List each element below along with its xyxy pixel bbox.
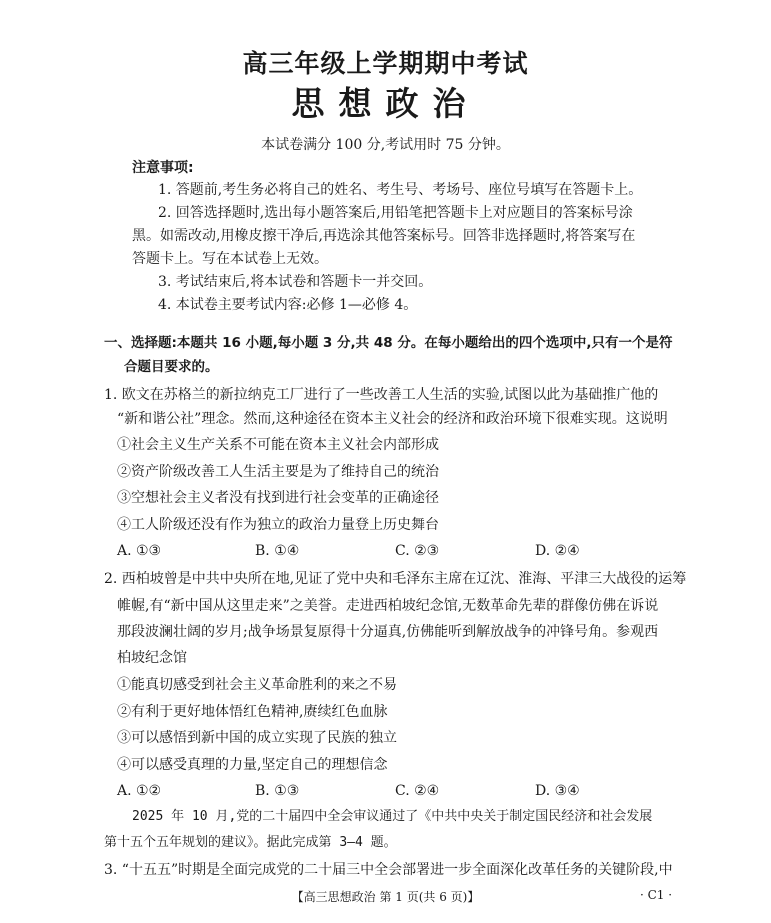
option-c[interactable]: C. ②③ (395, 543, 440, 559)
option-a[interactable]: A. ①③ (117, 543, 162, 559)
exam-intro: 本试卷满分 100 分,考试用时 75 分钟。 (261, 137, 510, 153)
question-2-item: ①能真切感受到社会主义革命胜利的来之不易 (117, 677, 397, 693)
question-2-stem: 2. 西柏坡曾是中共中央所在地,见证了党中央和毛泽东主席在辽沈、淮海、平津三大战役的运筹 (104, 571, 687, 587)
option-d[interactable]: D. ③④ (535, 783, 580, 799)
question-1-item: ②资产阶级改善工人生活主要是为了维持自己的统治 (117, 464, 439, 480)
question-1-stem: 1. 欧文在苏格兰的新拉纳克工厂进行了一些改善工人生活的实验,试图以此为基础推广他的 (104, 387, 659, 403)
subject-title: 思想政治 (291, 84, 480, 123)
question-1-item: ③空想社会主义者没有找到进行社会变革的正确途径 (117, 490, 439, 506)
question-1-stem: “新和谐公社”理念。然而,这种途径在资本主义社会的经济和政治环境下很难实现。这说明 (117, 411, 668, 427)
option-b[interactable]: B. ①④ (255, 543, 300, 559)
question-2-stem: 柏坡纪念馆 (117, 650, 187, 666)
question-2-item: ④可以感受真理的力量,坚定自己的理想信念 (117, 757, 388, 773)
section-heading-cont: 合题目要求的。 (124, 359, 219, 375)
question-2-stem: 那段波澜壮阔的岁月;战争场景复原得十分逼真,仿佛能听到解放战争的冲锋号角。参观西 (117, 624, 659, 640)
notice-line: 2. 回答选择题时,选出每小题答案后,用铅笔把答题卡上对应题目的答案标号涂 (158, 205, 633, 221)
question-1-item: ①社会主义生产关系不可能在资本主义社会内部形成 (117, 437, 439, 453)
exam-title: 高三年级上学期期中考试 (242, 49, 529, 78)
question-2-item: ③可以感悟到新中国的成立实现了民族的独立 (117, 730, 397, 746)
notice-line: 1. 答题前,考生务必将自己的姓名、考生号、考场号、座位号填写在答题卡上。 (158, 182, 643, 198)
notice-line: 答题卡上。写在本试卷上无效。 (132, 251, 328, 267)
option-c[interactable]: C. ②④ (395, 783, 440, 799)
option-b[interactable]: B. ①③ (255, 783, 300, 799)
notice-line: 黑。如需改动,用橡皮擦干净后,再选涂其他答案标号。回答非选择题时,将答案写在 (132, 228, 636, 244)
notice-line: 3. 考试结束后,将本试卷和答题卡一并交回。 (158, 274, 433, 290)
notice-heading: 注意事项: (132, 160, 194, 176)
option-a[interactable]: A. ①② (117, 783, 162, 799)
question-2-item: ②有利于更好地体悟红色精神,赓续红色血脉 (117, 704, 388, 720)
question-3-stem: 3. “十五五”时期是全面完成党的二十届三中全会部署进一步全面深化改革任务的关键阶段,中 (104, 862, 673, 878)
material-text: 第十五个五年规划的建议》。据此完成第 3—4 题。 (104, 835, 397, 850)
section-heading: 一、选择题:本题共 16 小题,每小题 3 分,共 48 分。在每小题给出的四个选项中,只有一个是符 (104, 335, 673, 351)
question-2-stem: 帷幄,有“新中国从这里走来”之美誉。走进西柏坡纪念馆,无数革命先辈的群像仿佛在诉说 (117, 598, 659, 614)
notice-line: 4. 本试卷主要考试内容:必修 1—必修 4。 (158, 297, 418, 313)
question-1-item: ④工人阶级还没有作为独立的政治力量登上历史舞台 (117, 517, 439, 533)
material-text: 2025 年 10 月,党的二十届四中全会审议通过了《中共中央关于制定国民经济和社会发展 (132, 809, 653, 824)
paper-code: · C1 · (640, 888, 673, 902)
option-d[interactable]: D. ②④ (535, 543, 580, 559)
page-footer: 【高三思想政治 第 1 页(共 6 页)】 (291, 890, 480, 904)
